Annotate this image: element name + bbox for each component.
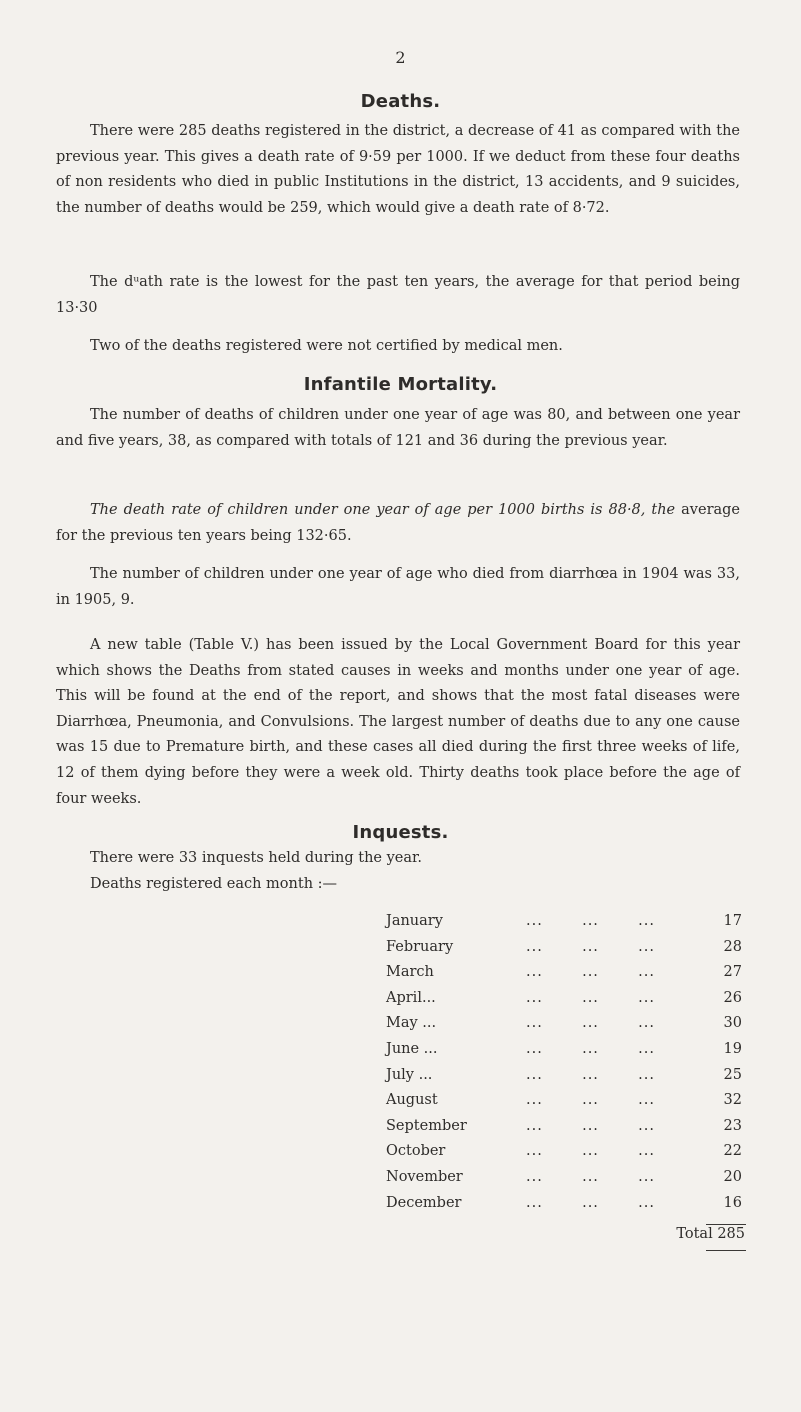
month-deaths-value: 22	[723, 1143, 742, 1160]
month-row	[386, 939, 742, 965]
leader-dots: ... ... ...	[526, 964, 656, 981]
leader-dots: ... ... ...	[526, 913, 656, 929]
leader-dots: ... ... ...	[526, 938, 656, 955]
inquests-line-2: Deaths registered each month :—	[90, 876, 338, 892]
month-deaths-value: 32	[723, 1092, 742, 1109]
total-rule-top	[706, 1224, 746, 1225]
month-deaths-value: 16	[723, 1194, 742, 1211]
month-deaths-value: 28	[723, 938, 742, 955]
month-row	[386, 990, 742, 1016]
infantile-mortality-heading: Infantile Mortality.	[303, 374, 498, 395]
leader-dots: ... ... ...	[526, 1194, 656, 1211]
leader-dots: ... ... ...	[526, 1143, 656, 1160]
month-name: January	[386, 913, 443, 929]
leader-dots: ... ... ...	[526, 1117, 656, 1134]
month-row	[386, 1092, 742, 1118]
month-name: February	[386, 938, 454, 955]
month-name: May ...	[386, 1015, 437, 1032]
month-row	[386, 964, 742, 990]
month-deaths-value: 17	[723, 913, 742, 929]
month-row	[386, 1118, 742, 1144]
month-name: March	[386, 964, 434, 981]
month-name: July ...	[386, 1066, 433, 1083]
deaths-heading: Deaths.	[360, 91, 441, 112]
page-number: 2	[395, 48, 406, 67]
deaths-paragraph-2: The dᵘath rate is the lowest for the past ten years, the average for that period being 13·30	[56, 274, 740, 316]
month-deaths-value: 30	[723, 1015, 742, 1032]
total-deaths: Total 285	[676, 1226, 745, 1242]
month-row	[386, 1041, 742, 1067]
month-deaths-value: 27	[723, 964, 742, 981]
month-row	[386, 1067, 742, 1093]
deaths-paragraph-1: There were 285 deaths registered in the district, a decrease of 41 as compared with the previous year. This gives a death rate of 9·59 per 1000. If we deduct from these four deaths of non residents who died in public Institutions in the district, 13 accidents, and 9 suicides, the number of deaths would be 259, which would give a death rate of 8·72.	[56, 123, 740, 216]
inquests-heading: Inquests.	[352, 822, 449, 843]
leader-dots: ... ... ...	[526, 1092, 656, 1109]
monthly-deaths-list	[386, 913, 742, 1220]
month-name: August	[386, 1092, 438, 1109]
infantile-paragraph-2	[56, 498, 740, 549]
leader-dots: ... ... ...	[526, 1066, 656, 1083]
infantile-paragraph-2-italic: The death rate of children under one year of age per 1000 births is 88·8, the	[90, 502, 676, 518]
month-row	[386, 1015, 742, 1041]
month-name: June ...	[386, 1040, 438, 1057]
month-row	[386, 1195, 742, 1221]
infantile-paragraph-1: The number of deaths of children under one year of age was 80, and between one year and five years, 38, as compared with totals of 121 and 36 during the previous year.	[56, 407, 740, 449]
month-name: December	[386, 1194, 462, 1211]
month-deaths-value: 23	[723, 1117, 742, 1134]
leader-dots: ... ... ...	[526, 1168, 656, 1185]
leader-dots: ... ... ...	[526, 989, 656, 1006]
month-name: November	[386, 1168, 463, 1185]
month-deaths-value: 20	[723, 1168, 742, 1185]
month-deaths-value: 26	[723, 989, 742, 1006]
month-name: April...	[386, 989, 436, 1006]
month-name: October	[386, 1143, 446, 1160]
infantile-paragraph-4: A new table (Table V.) has been issued by the Local Government Board for this year which shows the Deaths from stated causes in weeks and months under one year of age. This will be found at the end of the report, and shows that the most fatal diseases were Diarrhœa, Pneumonia, and Convulsions. The largest number of deaths due to any one cause was 15 due to Premature birth, and these cases all died during the first three weeks of life, 12 of them dying before they were a week old. Thirty deaths took place before the age of four weeks.	[56, 637, 740, 807]
month-deaths-value: 19	[723, 1040, 742, 1057]
month-row	[386, 1169, 742, 1195]
leader-dots: ... ... ...	[526, 1015, 656, 1032]
month-name: September	[386, 1117, 467, 1134]
month-deaths-value: 25	[723, 1066, 742, 1083]
leader-dots: ... ... ...	[526, 1040, 656, 1057]
month-row	[386, 1143, 742, 1169]
inquests-line-1: There were 33 inquests held during the year.	[90, 850, 422, 866]
infantile-paragraph-2-rest: average for the previous ten years being 132·65.	[56, 502, 741, 544]
month-row	[386, 913, 742, 939]
infantile-paragraph-3: The number of children under one year of age who died from diarrhœa in 1904 was 33, in 1905, 9.	[56, 566, 740, 608]
deaths-paragraph-3: Two of the deaths registered were not certified by medical men.	[90, 338, 563, 354]
total-rule-bottom	[706, 1250, 746, 1251]
